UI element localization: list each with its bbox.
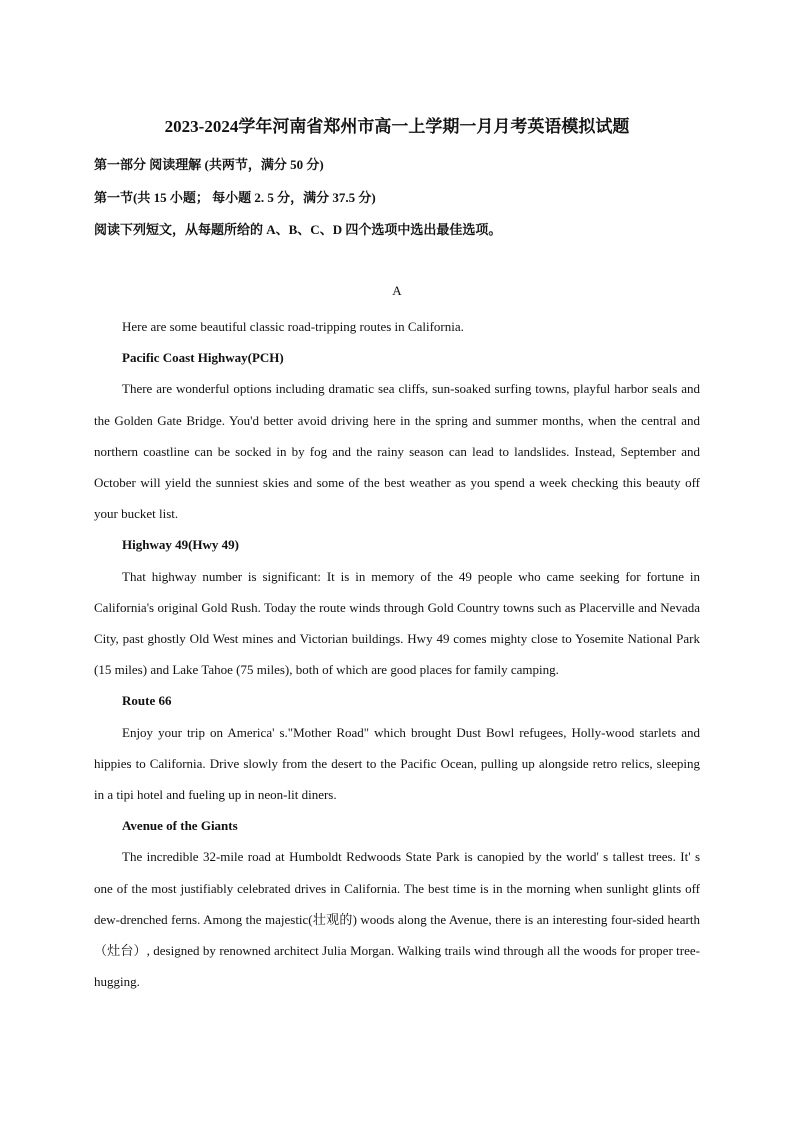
exam-title: 2023-2024学年河南省郑州市高一上学期一月月考英语模拟试题 (164, 117, 630, 136)
route-heading-hwy49: Highway 49(Hwy 49) (122, 537, 239, 553)
route-body-hwy49: That highway number is significant: It is in memory of the 49 people who came seeking for fortune in California's original Gold Rush. Today the route winds through Gold Country towns such as Placerville and Nevada City, past ghostly Old West mines and Victorian buildings. Hwy 49 comes mighty close to Yosemite National Park (15 miles) and Lake Tahoe (75 miles), both of which are good places for family camping. (94, 568, 700, 678)
route-body-avenue-giants: The incredible 32-mile road at Humboldt Redwoods State Park is canopied by the world' s tallest trees. It' s one of the most justifiably celebrated drives in California. The best time is in the morning when sunlight glints off dew-drenched ferns. Among the majestic(壮观的) woods along the Avenue, there is an interesting four-sided hearth（灶台）, designed by renowned architect Julia Morgan. Walking trails wind through all the woods for proper tree-hugging. (94, 849, 700, 990)
section-heading: 第一节(共 15 小题； 每小题 2. 5 分，满分 37.5 分) (94, 190, 376, 205)
route-heading-route66: Route 66 (122, 693, 172, 709)
route-heading-pch: Pacific Coast Highway(PCH) (122, 350, 284, 366)
passage-intro: Here are some beautiful classic road-tripping routes in California. (122, 319, 464, 334)
route-body-pch: There are wonderful options including dramatic sea cliffs, sun-soaked surfing towns, playful harbor seals and the Golden Gate Bridge. You'd better avoid driving here in the spring and summer months, when the central and northern coastline can be socked in by fog and the rainy season can lead to landslides. Instead, September and October will yield the sunniest skies and some of the best weather as you spend a week checking this beauty off your bucket list. (94, 381, 700, 522)
route-body-route66: Enjoy your trip on America' s."Mother Road" which brought Dust Bowl refugees, Holly-wood starlets and hippies to California. Drive slowly from the desert to the Pacific Ocean, pulling up alongside retro relics, sleeping in a tipi hotel and fueling up in neon-lit diners. (94, 724, 700, 803)
instructions: 阅读下列短文，从每题所给的 A、B、C、D 四个选项中选出最佳选项。 (94, 222, 502, 237)
passage-label: A (392, 283, 402, 298)
part-heading: 第一部分 阅读理解 (共两节，满分 50 分) (94, 157, 324, 172)
route-heading-avenue-giants: Avenue of the Giants (122, 818, 238, 834)
passage-a (94, 311, 700, 997)
